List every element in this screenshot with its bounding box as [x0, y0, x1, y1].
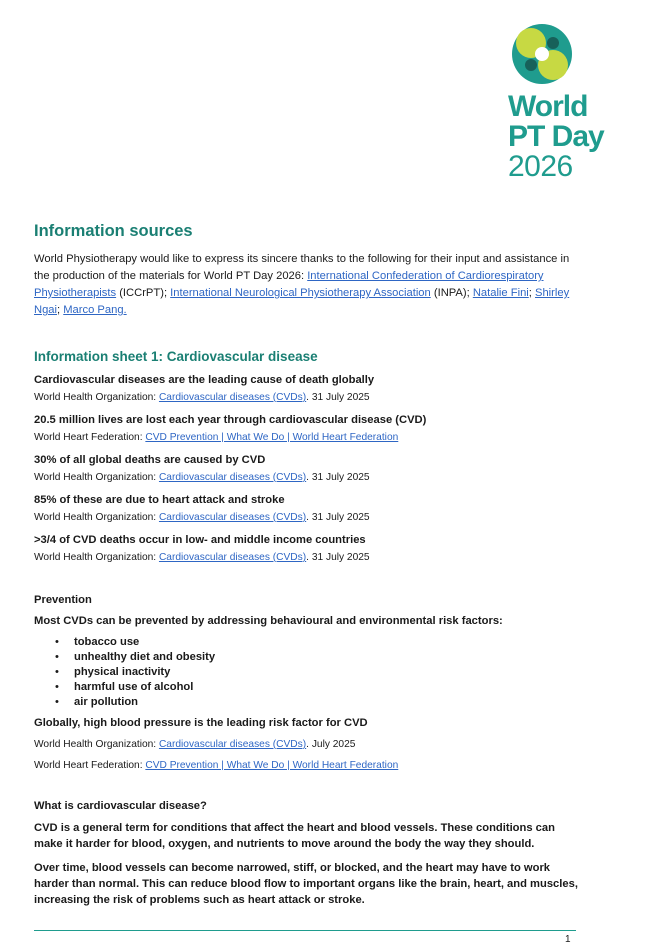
prevention-heading: Prevention [34, 594, 92, 606]
source-suffix: . July 2025 [306, 739, 356, 750]
fact-source [34, 470, 584, 485]
what-is-heading: What is cardiovascular disease? [34, 800, 207, 812]
fact-item [34, 533, 584, 565]
source-suffix: . 31 July 2025 [306, 552, 370, 563]
intro-text-1: World Physiotherapy would like to express its sincere thanks to the following for their input and assistance in the production of the materials for World PT Day 2026: [34, 253, 570, 282]
document-body [34, 222, 584, 916]
link-iccrpt[interactable]: International Confederation of Cardiorespiratory Physiotherapists [34, 270, 544, 299]
fact-item [34, 373, 584, 405]
list-item: • tobacco use [74, 635, 584, 650]
source-link[interactable]: Cardiovascular diseases (CVDs) [158, 392, 307, 403]
source-link[interactable]: Cardiovascular diseases (CVDs) [158, 552, 307, 563]
link-marco-pang[interactable]: Marco Pang. [63, 304, 127, 316]
fact-title: 85% of these are due to heart attack and stroke [34, 494, 285, 506]
list-item: • unhealthy diet and obesity [74, 650, 584, 665]
fact-source [34, 510, 584, 525]
risk-statement: Globally, high blood pressure is the leading risk factor for CVD [34, 717, 368, 729]
link-inpa[interactable]: International Neurological Physiotherapy Association [170, 287, 431, 299]
source-suffix: . 31 July 2025 [306, 472, 370, 483]
intro-text-3: (INPA); [430, 287, 473, 299]
source-link[interactable]: Cardiovascular diseases (CVDs) [158, 739, 307, 750]
world-pt-day-logo [508, 22, 628, 192]
logo-text-world: World [508, 90, 588, 123]
logo-text-year: 2026 [508, 150, 573, 183]
source-prefix: World Health Organization: [34, 552, 159, 563]
list-item: • harmful use of alcohol [74, 680, 584, 695]
source-link[interactable]: Cardiovascular diseases (CVDs) [158, 512, 307, 523]
source-prefix: World Heart Federation: [34, 760, 146, 771]
link-shirley-ngai[interactable]: Shirley Ngai [34, 287, 570, 316]
footer-divider [34, 930, 576, 931]
source-prefix: World Health Organization: [34, 739, 159, 750]
logo-mark-icon [510, 22, 574, 86]
prevention-source-who [34, 737, 584, 752]
intro-paragraph [34, 251, 584, 319]
fact-source [34, 550, 584, 565]
link-natalie-fini[interactable]: Natalie Fini [472, 287, 529, 299]
fact-item [34, 453, 584, 485]
prevention-source-whf [34, 758, 584, 773]
source-link[interactable]: Cardiovascular diseases (CVDs) [158, 472, 307, 483]
intro-text-2: (ICCrPT); [116, 287, 171, 299]
prevention-lead: Most CVDs can be prevented by addressing behavioural and environmental risk factors: [34, 615, 503, 627]
intro-sep-2: ; [57, 304, 64, 316]
source-link[interactable]: CVD Prevention | What We Do | World Heart Federation [145, 760, 399, 771]
source-link[interactable]: CVD Prevention | What We Do | World Heart Federation [145, 432, 399, 443]
risk-factor-list [34, 635, 584, 710]
list-item: • air pollution [74, 695, 584, 710]
source-prefix: World Health Organization: [34, 512, 159, 523]
intro-sep-1: ; [528, 287, 535, 299]
what-is-paragraph-1: CVD is a general term for conditions that affect the heart and blood vessels. These conditions can make it harder for blood, oxygen, and nutrients to move around the body the way they should. [34, 822, 555, 850]
list-item: • physical inactivity [74, 665, 584, 680]
source-prefix: World Heart Federation: [34, 432, 146, 443]
source-suffix: . 31 July 2025 [306, 392, 370, 403]
what-is-paragraph-2: Over time, blood vessels can become narrowed, stiff, or blocked, and the heart may have to work harder than normal. This can reduce blood flow to important organs like the brain, heart, and muscles, increasing the risk of problems such as heart attack or stroke. [34, 862, 578, 906]
fact-item [34, 493, 584, 525]
sheet-title: Information sheet 1: Cardiovascular disease [34, 349, 318, 364]
fact-source [34, 430, 584, 445]
source-prefix: World Health Organization: [34, 472, 159, 483]
page-number: 1 [565, 934, 571, 945]
fact-title: 30% of all global deaths are caused by CVD [34, 454, 266, 466]
fact-title: >3/4 of CVD deaths occur in low- and middle income countries [34, 534, 366, 546]
logo-text-ptday: PT Day [508, 120, 604, 153]
source-suffix: . 31 July 2025 [306, 512, 370, 523]
fact-source [34, 390, 584, 405]
section-title: Information sources [34, 222, 193, 240]
fact-item [34, 413, 584, 445]
fact-title: Cardiovascular diseases are the leading cause of death globally [34, 374, 375, 386]
fact-title: 20.5 million lives are lost each year through cardiovascular disease (CVD) [34, 414, 427, 426]
source-prefix: World Health Organization: [34, 392, 159, 403]
